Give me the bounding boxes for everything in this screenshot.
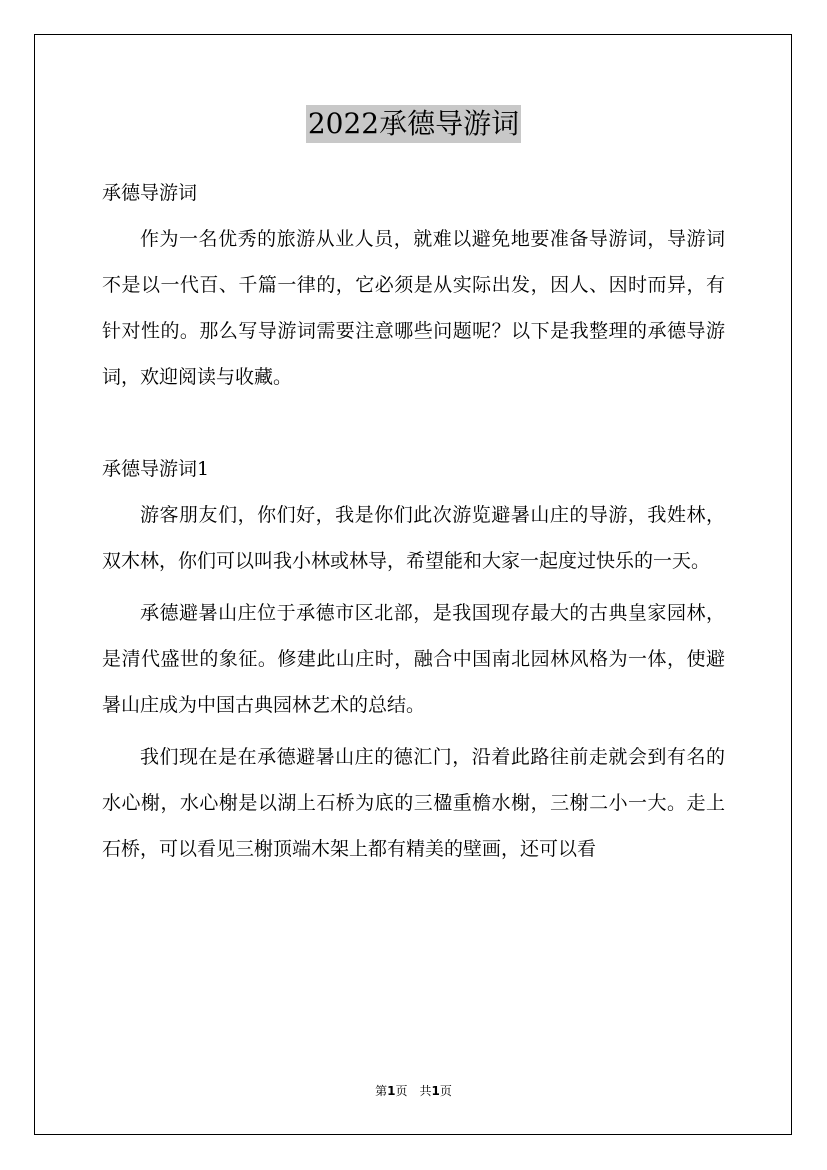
body-paragraph: 承德避暑山庄位于承德市区北部，是我国现存最大的古典皇家园林，是清代盛世的象征。修建此山庄时，融合中国南北园林风格为一体，使避暑山庄成为中国古典园林艺术的总结。 [102, 602, 725, 716]
footer-page-mid: 页 共 [395, 1084, 432, 1098]
document-body [102, 170, 725, 872]
intro-paragraph: 作为一名优秀的旅游从业人员，就难以避免地要准备导游词，导游词不是以一代百、千篇一律的，它必须是从实际出发，因人、因时而异，有针对性的。那么写导游词需要注意哪些问题呢？以下是我整理的承德导游词，欢迎阅读与收藏。 [102, 228, 725, 388]
page-number-footer [0, 1082, 827, 1099]
footer-page-total: 1 [431, 1084, 440, 1098]
document-title [0, 103, 827, 143]
body-paragraph: 我们现在是在承德避暑山庄的德汇门，沿着此路往前走就会到有名的水心榭，水心榭是以湖上石桥为底的三楹重檐水榭，三榭二小一大。走上石桥，可以看见三榭顶端木架上都有精美的壁画，还可以看 [102, 746, 725, 860]
document-title-text: 2022承德导游词 [306, 105, 521, 143]
footer-page-suffix: 页 [439, 1084, 452, 1098]
footer-page-prefix: 第 [375, 1084, 388, 1098]
footer-page-current: 1 [387, 1084, 396, 1098]
body-paragraph: 游客朋友们，你们好，我是你们此次游览避暑山庄的导游，我姓林，双木林，你们可以叫我小林或林导，希望能和大家一起度过快乐的一天。 [102, 504, 725, 572]
section-heading: 承德导游词1 [102, 458, 210, 480]
section-heading: 承德导游词 [102, 182, 198, 204]
